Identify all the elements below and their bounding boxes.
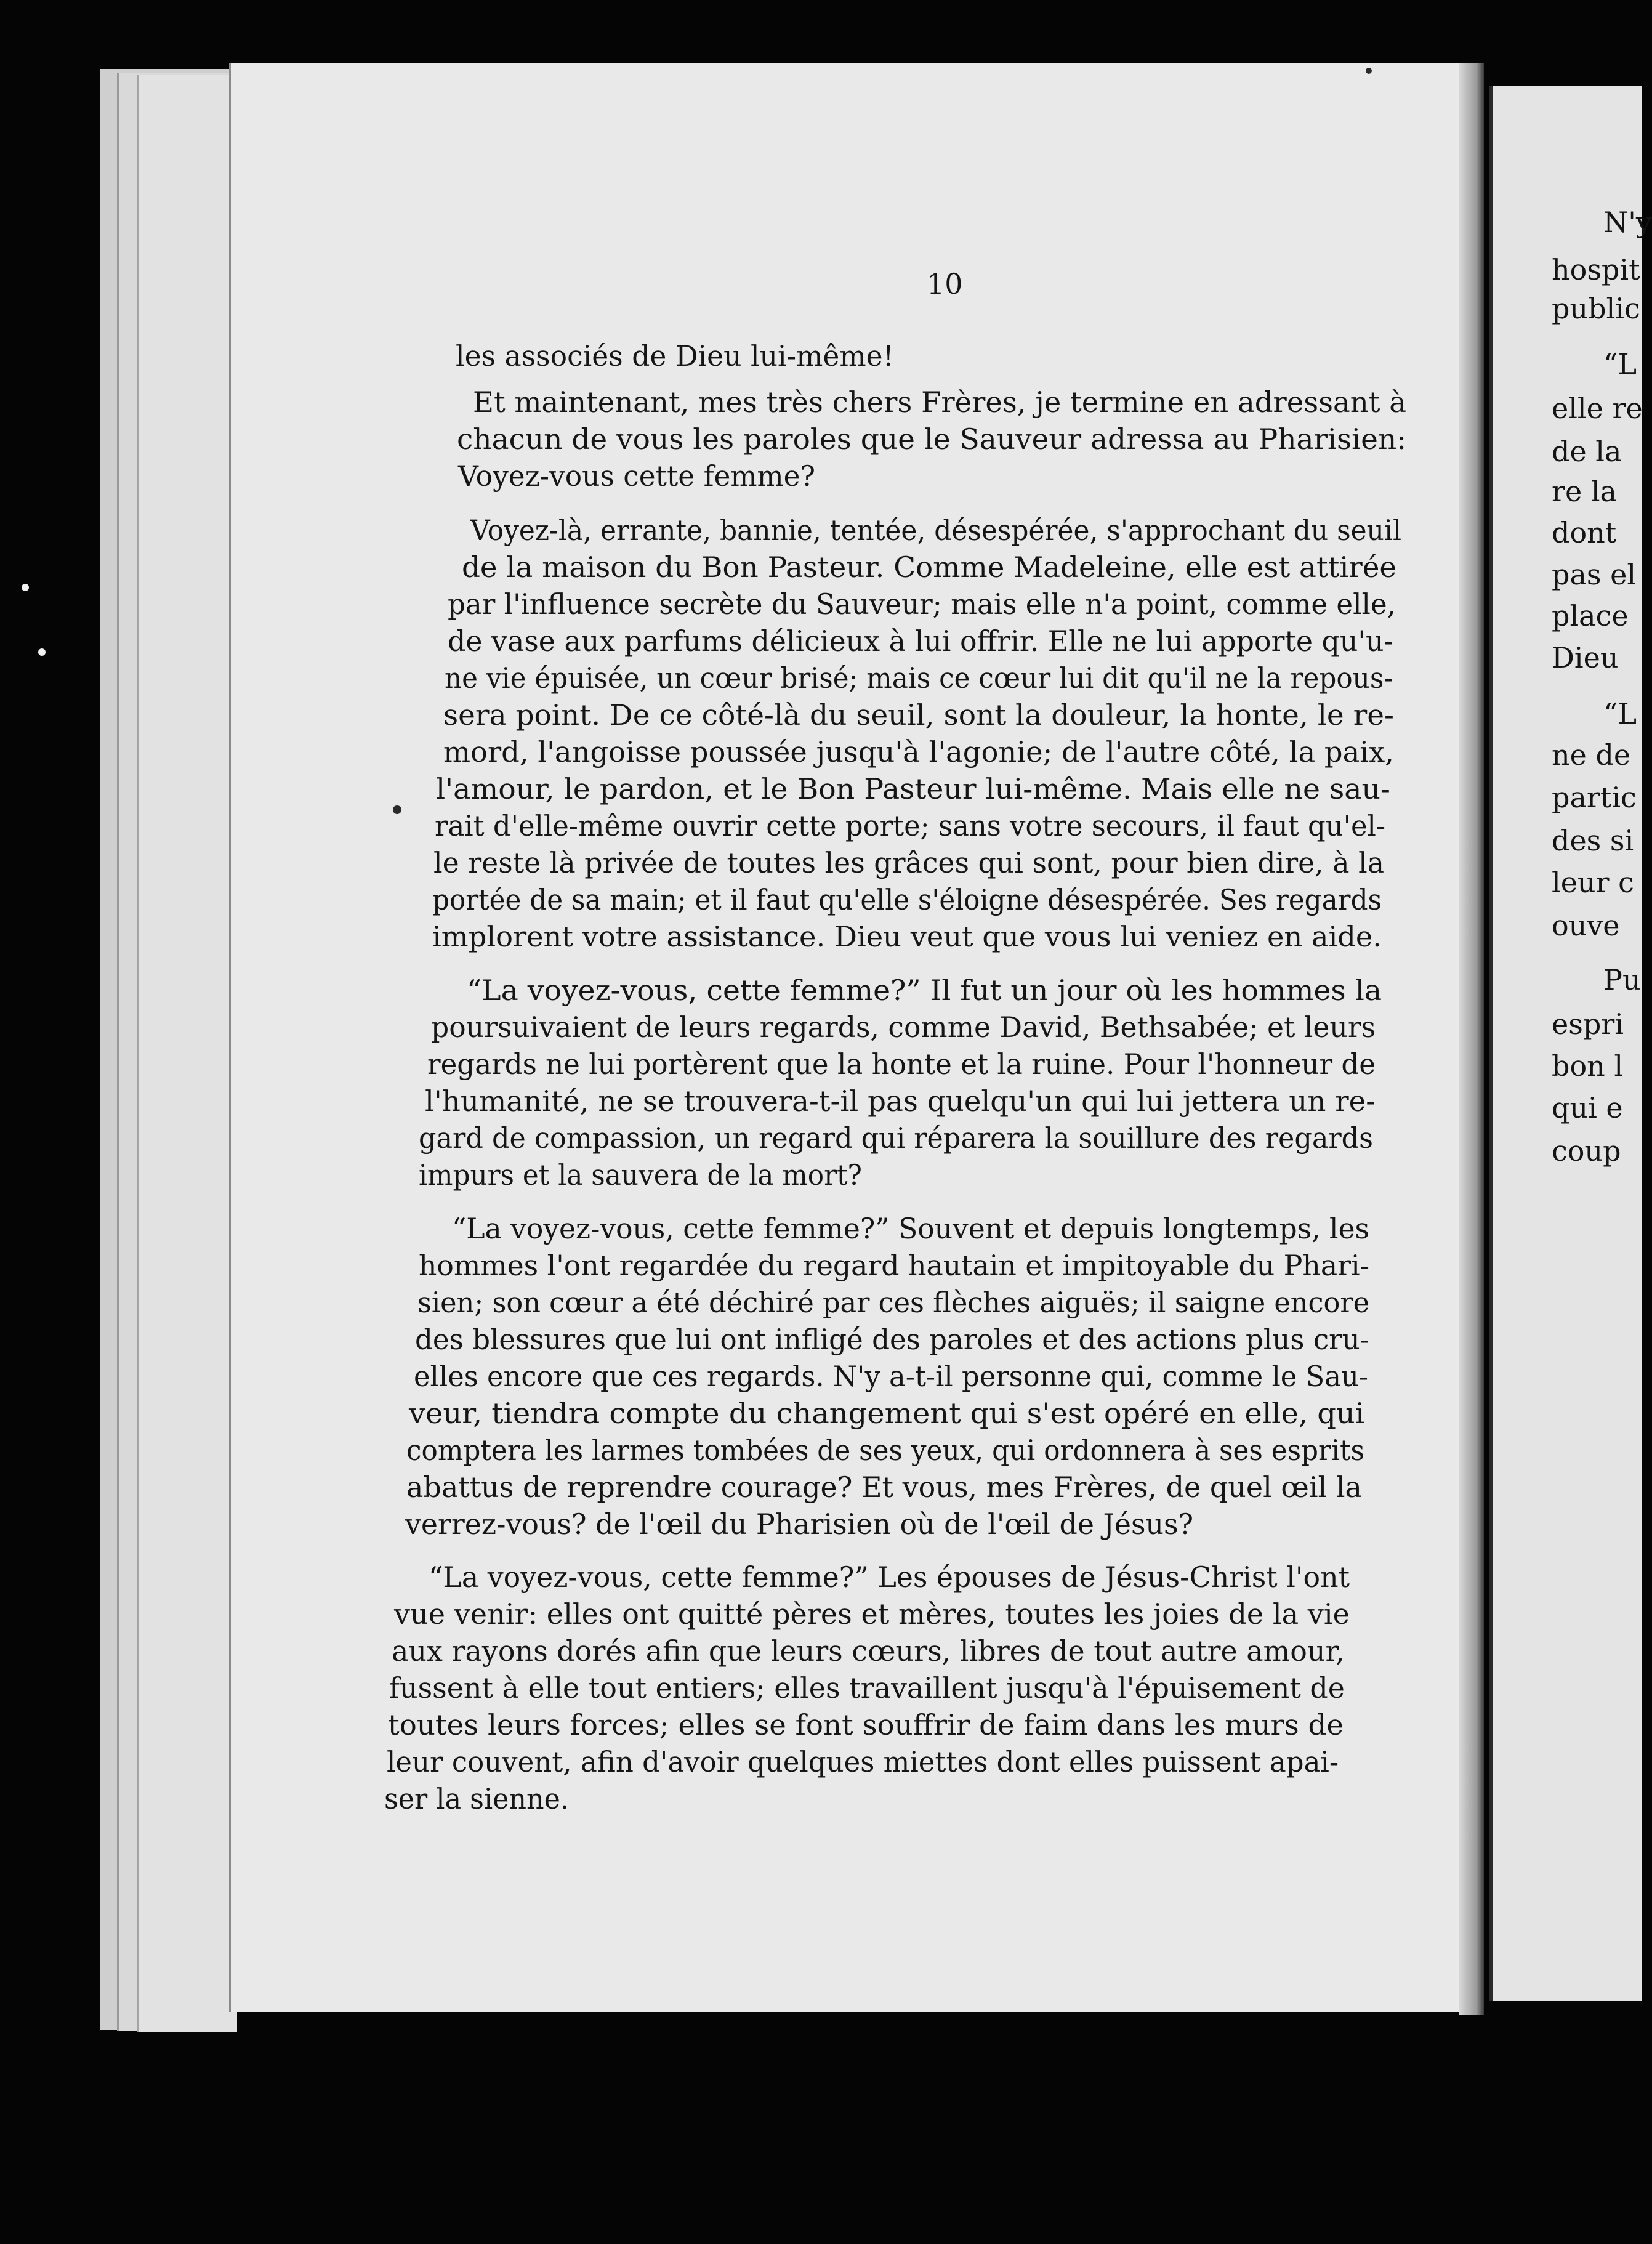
- text-line: Voyez-vous cette femme?: [458, 459, 815, 493]
- text-line: “La voyez-vous, cette femme?” Souvent et depuis longtemps, les: [452, 1212, 1369, 1245]
- text-line: chacun de vous les paroles que le Sauveur adressa au Pharisien:: [457, 422, 1407, 456]
- text-line: “La voyez-vous, cette femme?” Il fut un jour où les hommes la: [467, 974, 1382, 1007]
- facing-page-line: ne de: [1552, 738, 1631, 772]
- text-line: l'humanité, ne se trouvera-t-il pas quelqu'un qui lui jettera un re-: [425, 1084, 1376, 1118]
- facing-page-line: “L: [1603, 697, 1637, 730]
- text-line: de vase aux parfums délicieux à lui offrir. Elle ne lui apporte qu'u-: [448, 624, 1394, 658]
- text-line: comptera les larmes tombées de ses yeux, qui ordonnera à ses esprits: [406, 1434, 1365, 1467]
- facing-page-line: N'y: [1603, 206, 1652, 239]
- text-line: des blessures que lui ont infligé des paroles et des actions plus cru-: [415, 1323, 1369, 1356]
- scan-dust: [1366, 68, 1372, 74]
- page-number: 10: [927, 267, 963, 301]
- text-line: impurs et la sauvera de la mort?: [419, 1158, 863, 1192]
- facing-page-line: Pu: [1603, 963, 1641, 996]
- facing-page-line: qui e: [1552, 1091, 1623, 1124]
- text-line: Et maintenant, mes très chers Frères, je termine en adressant à: [473, 385, 1406, 419]
- text-line: Voyez-là, errante, bannie, tentée, désespérée, s'approchant du seuil: [470, 514, 1401, 547]
- text-line: de la maison du Bon Pasteur. Comme Madeleine, elle est attirée: [462, 551, 1397, 584]
- text-line: ne vie épuisée, un cœur brisé; mais ce cœur lui dit qu'il ne la repous-: [445, 661, 1393, 695]
- facing-page-line: place: [1552, 599, 1629, 632]
- facing-page-line: leur c: [1552, 866, 1634, 899]
- scan-dust: [393, 805, 401, 814]
- facing-page-line: public: [1552, 292, 1640, 325]
- facing-page-line: “L: [1603, 347, 1637, 381]
- text-line: aux rayons dorés afin que leurs cœurs, libres de tout autre amour,: [392, 1634, 1345, 1668]
- text-line: regards ne lui portèrent que la honte et la ruine. Pour l'honneur de: [427, 1047, 1376, 1081]
- facing-page-line: Dieu: [1552, 641, 1619, 674]
- facing-page-line: hospit: [1552, 253, 1640, 286]
- text-line: implorent votre assistance. Dieu veut que vous lui veniez en aide.: [432, 920, 1382, 953]
- facing-page-line: des si: [1552, 824, 1634, 857]
- text-line: le reste là privée de toutes les grâces qui sont, pour bien dire, à la: [433, 846, 1385, 879]
- text-line: sien; son cœur a été déchiré par ces flèches aiguës; il saigne encore: [417, 1286, 1370, 1319]
- text-line: poursuivaient de leurs regards, comme David, Bethsabée; et leurs: [431, 1011, 1376, 1044]
- facing-page-line: partic: [1552, 781, 1637, 814]
- facing-page-line: espri: [1552, 1007, 1624, 1041]
- facing-page-line: dont: [1552, 516, 1617, 549]
- facing-page-line: de la: [1552, 435, 1622, 468]
- text-line: hommes l'ont regardée du regard hautain et impitoyable du Phari-: [419, 1249, 1370, 1282]
- text-line: leur couvent, afin d'avoir quelques miettes dont elles puissent apai-: [387, 1745, 1339, 1778]
- text-line: l'amour, le pardon, et le Bon Pasteur lui-même. Mais elle ne sau-: [436, 772, 1390, 805]
- facing-page-line: ouve: [1552, 909, 1620, 942]
- back-page-edge: [137, 75, 237, 2032]
- text-line: fussent à elle tout entiers; elles travaillent jusqu'à l'épuisement de: [389, 1671, 1345, 1705]
- text-line: rait d'elle-même ouvrir cette porte; sans votre secours, il faut qu'el-: [435, 809, 1386, 842]
- text-line: “La voyez-vous, cette femme?” Les épouses de Jésus-Christ l'ont: [429, 1560, 1350, 1594]
- text-line: mord, l'angoisse poussée jusqu'à l'agonie; de l'autre côté, la paix,: [443, 735, 1395, 769]
- facing-page-line: pas el: [1552, 558, 1637, 591]
- text-line: portée de sa main; et il faut qu'elle s'éloigne désespérée. Ses regards: [432, 883, 1382, 916]
- text-line: veur, tiendra compte du changement qui s'est opéré en elle, qui: [409, 1397, 1365, 1430]
- facing-page-line: re la: [1552, 475, 1617, 508]
- facing-page: [1489, 86, 1652, 2001]
- text-line: sera point. De ce côté-là du seuil, sont la douleur, la honte, le re-: [443, 698, 1394, 732]
- text-line: abattus de reprendre courage? Et vous, mes Frères, de quel œil la: [406, 1471, 1362, 1504]
- scan-speck: [22, 584, 29, 591]
- text-line: verrez-vous? de l'œil du Pharisien où de l'œil de Jésus?: [405, 1507, 1194, 1541]
- facing-page-line: coup: [1552, 1134, 1621, 1168]
- facing-page-line: elle re: [1552, 392, 1643, 425]
- text-line: les associés de Dieu lui-même!: [456, 339, 895, 373]
- facing-page-line: bon l: [1552, 1049, 1624, 1083]
- text-line: toutes leurs forces; elles se font souffrir de faim dans les murs de: [388, 1708, 1344, 1742]
- scan-speck: [38, 648, 46, 656]
- text-line: ser la sienne.: [384, 1782, 569, 1815]
- page-gutter: [1459, 63, 1484, 2015]
- text-line: par l'influence secrète du Sauveur; mais elle n'a point, comme elle,: [448, 587, 1396, 621]
- text-line: gard de compassion, un regard qui réparera la souillure des regards: [419, 1121, 1373, 1155]
- text-line: elles encore que ces regards. N'y a-t-il personne qui, comme le Sau-: [414, 1360, 1369, 1393]
- text-line: vue venir: elles ont quitté pères et mères, toutes les joies de la vie: [394, 1597, 1350, 1631]
